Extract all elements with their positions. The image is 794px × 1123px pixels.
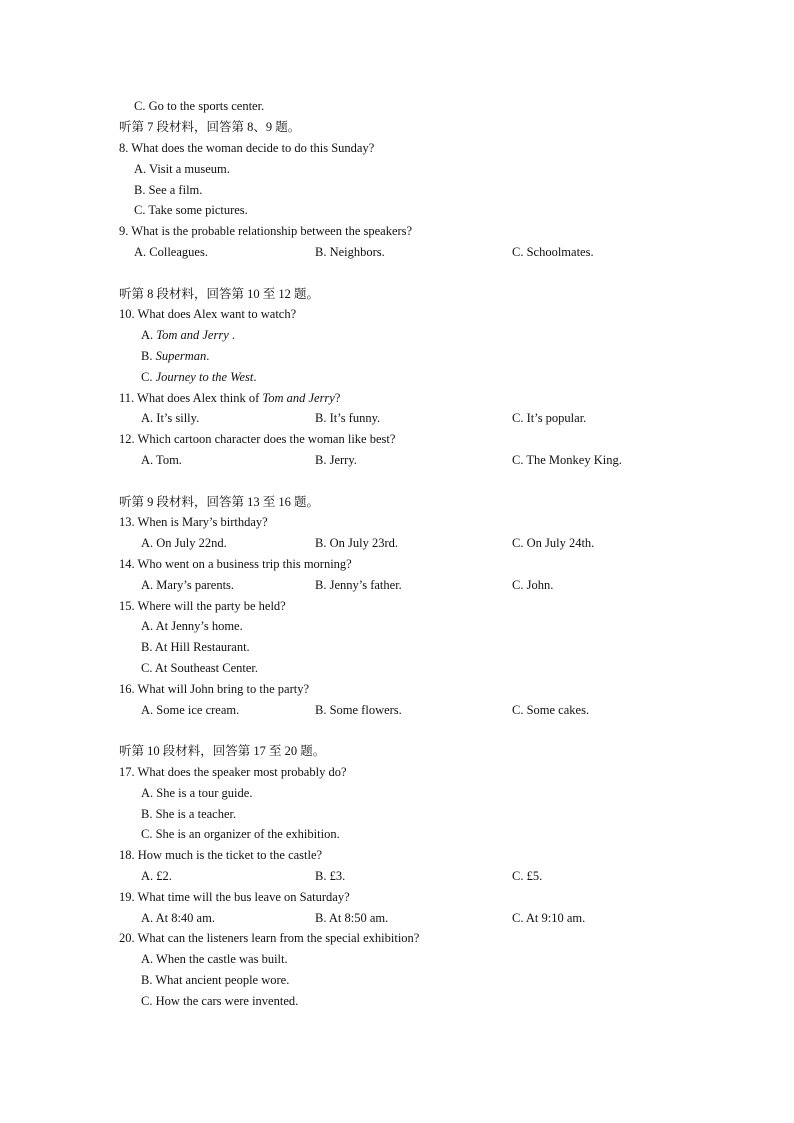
question-13-options [141, 535, 741, 551]
question-11-option-b: B. It’s funny. [315, 411, 381, 425]
question-8-option-b: B. See a film. [134, 183, 203, 197]
question-20-option-a: A. When the castle was built. [141, 952, 288, 966]
question-20-option-c: C. How the cars were invented. [141, 994, 299, 1008]
question-17-option-a: A. She is a tour guide. [141, 786, 253, 800]
question-13-option-b: B. On July 23rd. [315, 536, 398, 550]
question-16-options [141, 702, 741, 718]
question-9-options [134, 244, 734, 260]
question-10-option-c: C. Journey to the West. [141, 370, 257, 384]
section-10-heading: 听第 10 段材料，回答第 17 至 20 题。 [119, 744, 326, 758]
question-12: 12. Which cartoon character does the woman like best? [119, 432, 396, 446]
question-14-option-c: C. John. [512, 578, 554, 592]
section-9-heading: 听第 9 段材料，回答第 13 至 16 题。 [119, 495, 320, 509]
question-9-option-b: B. Neighbors. [315, 245, 385, 259]
question-15-option-c: C. At Southeast Center. [141, 661, 259, 675]
question-20-option-b: B. What ancient people wore. [141, 973, 290, 987]
question-12-option-b: B. Jerry. [315, 453, 357, 467]
question-10: 10. What does Alex want to watch? [119, 307, 297, 321]
question-16-option-b: B. Some flowers. [315, 703, 402, 717]
question-9: 9. What is the probable relationship between the speakers? [119, 224, 413, 238]
question-19-option-a: A. At 8:40 am. [141, 911, 215, 925]
question-16-option-c: C. Some cakes. [512, 703, 590, 717]
question-17: 17. What does the speaker most probably do? [119, 765, 347, 779]
question-16-option-a: A. Some ice cream. [141, 703, 240, 717]
question-13-option-c: C. On July 24th. [512, 536, 595, 550]
question-19-options [141, 910, 741, 926]
question-19-option-b: B. At 8:50 am. [315, 911, 389, 925]
question-14: 14. Who went on a business trip this morning? [119, 557, 352, 571]
question-11: 11. What does Alex think of Tom and Jerry? [119, 391, 341, 405]
question-20: 20. What can the listeners learn from the special exhibition? [119, 931, 420, 945]
question-10-option-b: B. Superman. [141, 349, 210, 363]
question-8: 8. What does the woman decide to do this Sunday? [119, 141, 375, 155]
section-7-heading: 听第 7 段材料，回答第 8、9 题。 [119, 120, 301, 134]
question-8-option-a: A. Visit a museum. [134, 162, 230, 176]
question-9-option-a: A. Colleagues. [134, 245, 208, 259]
question-9-option-c: C. Schoolmates. [512, 245, 594, 259]
question-14-option-b: B. Jenny’s father. [315, 578, 402, 592]
question-18-option-a: A. £2. [141, 869, 172, 883]
question-19: 19. What time will the bus leave on Saturday? [119, 890, 350, 904]
section-8-heading: 听第 8 段材料，回答第 10 至 12 题。 [119, 287, 320, 301]
question-16: 16. What will John bring to the party? [119, 682, 310, 696]
question-12-option-c: C. The Monkey King. [512, 453, 622, 467]
question-18-option-c: C. £5. [512, 869, 543, 883]
question-7-option-c: C. Go to the sports center. [134, 99, 265, 113]
question-11-options [141, 410, 741, 426]
question-15: 15. Where will the party be held? [119, 599, 286, 613]
question-15-option-b: B. At Hill Restaurant. [141, 640, 250, 654]
question-8-option-c: C. Take some pictures. [134, 203, 248, 217]
question-18-options [141, 868, 741, 884]
question-11-option-a: A. It’s silly. [141, 411, 200, 425]
question-13: 13. When is Mary’s birthday? [119, 515, 268, 529]
question-12-options [141, 452, 741, 468]
question-11-option-c: C. It’s popular. [512, 411, 587, 425]
question-13-option-a: A. On July 22nd. [141, 536, 227, 550]
question-14-option-a: A. Mary’s parents. [141, 578, 235, 592]
question-19-option-c: C. At 9:10 am. [512, 911, 586, 925]
question-17-option-c: C. She is an organizer of the exhibition. [141, 827, 340, 841]
question-18-option-b: B. £3. [315, 869, 346, 883]
question-12-option-a: A. Tom. [141, 453, 182, 467]
question-18: 18. How much is the ticket to the castle? [119, 848, 323, 862]
question-15-option-a: A. At Jenny’s home. [141, 619, 243, 633]
question-14-options [141, 577, 741, 593]
question-17-option-b: B. She is a teacher. [141, 807, 237, 821]
question-10-option-a: A. Tom and Jerry . [141, 328, 235, 342]
